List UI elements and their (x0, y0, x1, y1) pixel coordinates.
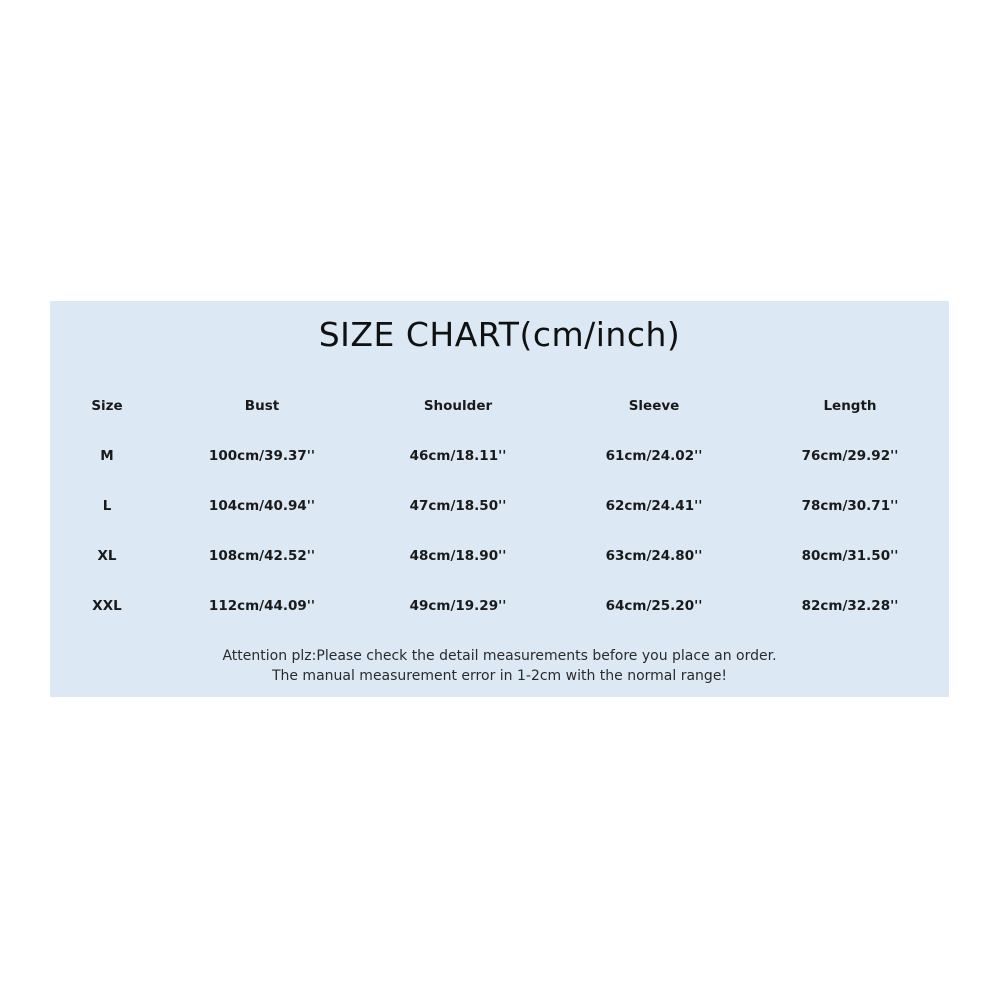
shoulder-cell: 48cm/18.90'' (409, 548, 507, 564)
length-cell: 76cm/29.92'' (801, 448, 899, 464)
table-row (50, 444, 949, 468)
size-label-cell: XL (97, 548, 117, 564)
size-label-cell: XXL (92, 598, 122, 614)
header-size: Size (91, 398, 123, 414)
table-row (50, 594, 949, 618)
length-cell: 82cm/32.28'' (801, 598, 899, 614)
sleeve-cell: 64cm/25.20'' (605, 598, 703, 614)
header-length: Length (823, 398, 877, 414)
bust-cell: 112cm/44.09'' (208, 598, 316, 614)
sleeve-cell: 61cm/24.02'' (605, 448, 703, 464)
shoulder-cell: 46cm/18.11'' (409, 448, 507, 464)
length-cell: 80cm/31.50'' (801, 548, 899, 564)
measurement-error-note: The manual measurement error in 1-2cm with the normal range! (271, 668, 728, 684)
table-row (50, 494, 949, 518)
bust-cell: 104cm/40.94'' (208, 498, 316, 514)
table-header-row (50, 394, 949, 418)
length-cell: 78cm/30.71'' (801, 498, 899, 514)
table-row (50, 544, 949, 568)
bust-cell: 108cm/42.52'' (208, 548, 316, 564)
header-sleeve: Sleeve (628, 398, 680, 414)
header-bust: Bust (244, 398, 280, 414)
header-shoulder: Shoulder (423, 398, 493, 414)
shoulder-cell: 49cm/19.29'' (409, 598, 507, 614)
size-chart-panel (50, 301, 949, 697)
size-label-cell: M (100, 448, 114, 464)
attention-note: Attention plz:Please check the detail measurements before you place an order. (222, 648, 777, 664)
sleeve-cell: 63cm/24.80'' (605, 548, 703, 564)
size-table (50, 301, 949, 697)
shoulder-cell: 47cm/18.50'' (409, 498, 507, 514)
size-label-cell: L (102, 498, 112, 514)
bust-cell: 100cm/39.37'' (208, 448, 316, 464)
sleeve-cell: 62cm/24.41'' (605, 498, 703, 514)
size-chart-title: SIZE CHART(cm/inch) (318, 315, 681, 354)
